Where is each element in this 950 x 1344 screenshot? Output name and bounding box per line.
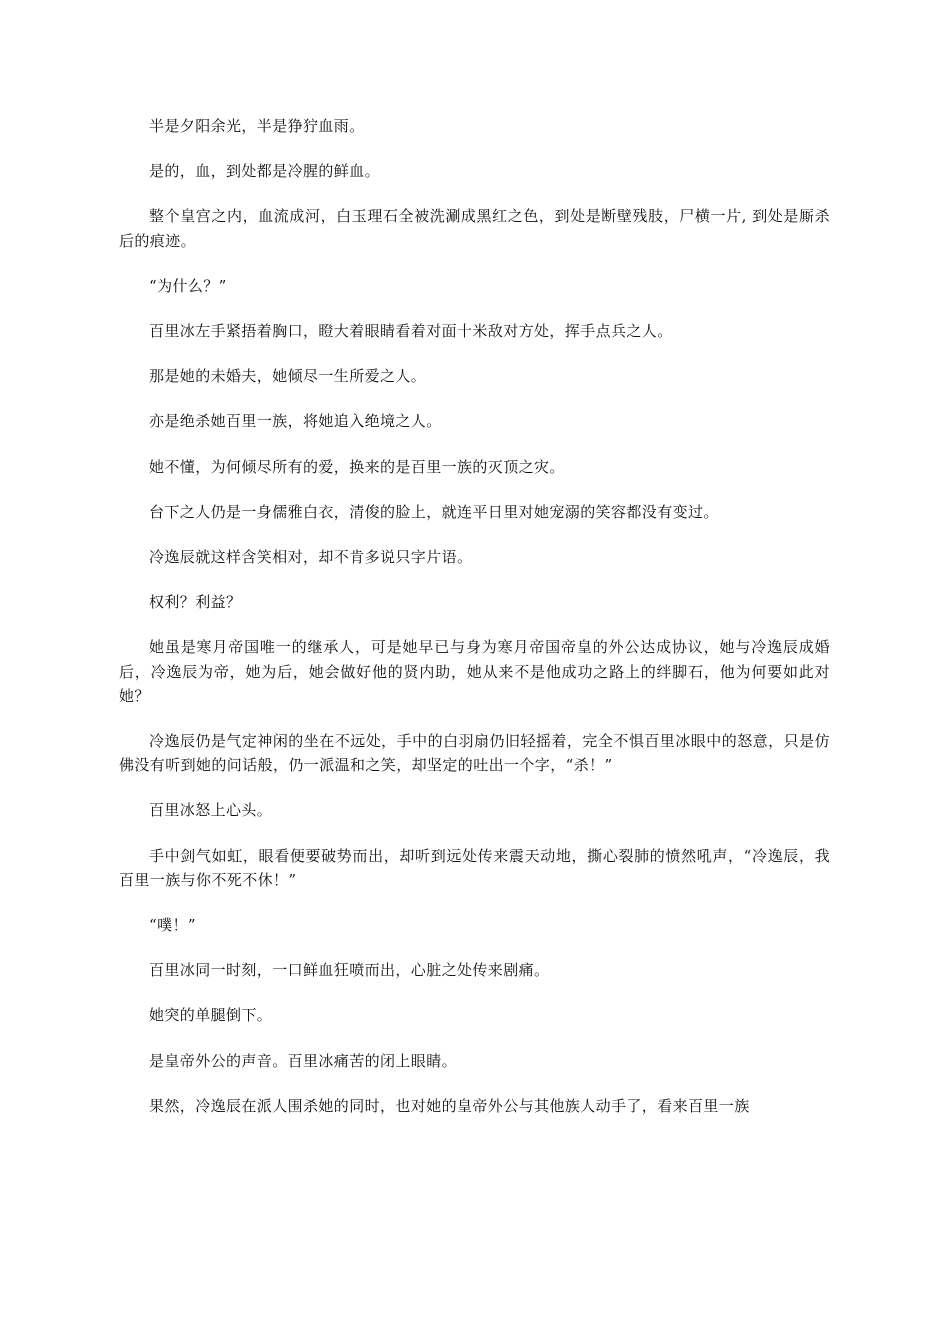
paragraph: 台下之人仍是一身儒雅白衣，清俊的脸上，就连平日里对她宠溺的笑容都没有变过。 — [149, 502, 719, 521]
paragraph: 果然，冷逸辰在派人围杀她的同时，也对她的皇帝外公与其他族人动手了，看来百里一族 — [149, 1096, 750, 1115]
paragraph: 她突的单腿倒下。 — [149, 1006, 273, 1025]
paragraph: 权利？利益？ — [149, 593, 242, 612]
document-body — [119, 114, 830, 1139]
paragraph: 冷逸辰就这样含笑相对，却不肯多说只字片语。 — [149, 548, 473, 567]
paragraph: 她虽是寒月帝国唯一的继承人，可是她早已与身为寒月帝国帝皇的外公达成协议，她与冷逸辰成婚后，冷逸辰为帝，她为后，她会做好他的贤内助，她从来不是他成功之路上的绊脚石，他为何要如此对她？ — [119, 638, 830, 705]
paragraph: 整个皇宫之内，血流成河，白玉理石全被洗涮成黑红之色，到处是断壁残肢，尸横一片, 到处是厮杀后的痕迹。 — [119, 207, 830, 250]
paragraph: 半是夕阳余光，半是狰狞血雨。 — [149, 117, 365, 135]
paragraph: 百里冰左手紧捂着胸口，瞪大着眼睛看着对面十米敌对方处，挥手点兵之人。 — [149, 322, 673, 341]
paragraph: 她不懂，为何倾尽所有的爱，换来的是百里一族的灭顶之灾。 — [149, 457, 565, 476]
paragraph: 手中剑气如虹，眼看便要破势而出，却听到远处传来震天动地，撕心裂肺的愤然吼声，“冷逸辰，我百里一族与你不死不休！” — [119, 846, 830, 889]
paragraph: “为什么？” — [149, 276, 227, 295]
paragraph: 是的，血，到处都是冷腥的鲜血。 — [149, 162, 381, 181]
paragraph: 那是她的未婚夫，她倾尽一生所爱之人。 — [149, 367, 427, 386]
paragraph: “噗！” — [149, 916, 196, 935]
paragraph: 百里冰怒上心头。 — [149, 801, 273, 820]
paragraph: 亦是绝杀她百里一族，将她追入绝境之人。 — [149, 412, 442, 431]
paragraph: 是皇帝外公的声音。百里冰痛苦的闭上眼睛。 — [149, 1051, 458, 1070]
paragraph: 冷逸辰仍是气定神闲的坐在不远处，手中的白羽扇仍旧轻摇着，完全不惧百里冰眼中的怒意，只是仿佛没有听到她的问话般，仍一派温和之笑，却坚定的吐出一个字，“杀！” — [119, 732, 830, 775]
paragraph: 百里冰同一时刻，一口鲜血狂喷而出，心脏之处传来剧痛。 — [149, 961, 550, 980]
